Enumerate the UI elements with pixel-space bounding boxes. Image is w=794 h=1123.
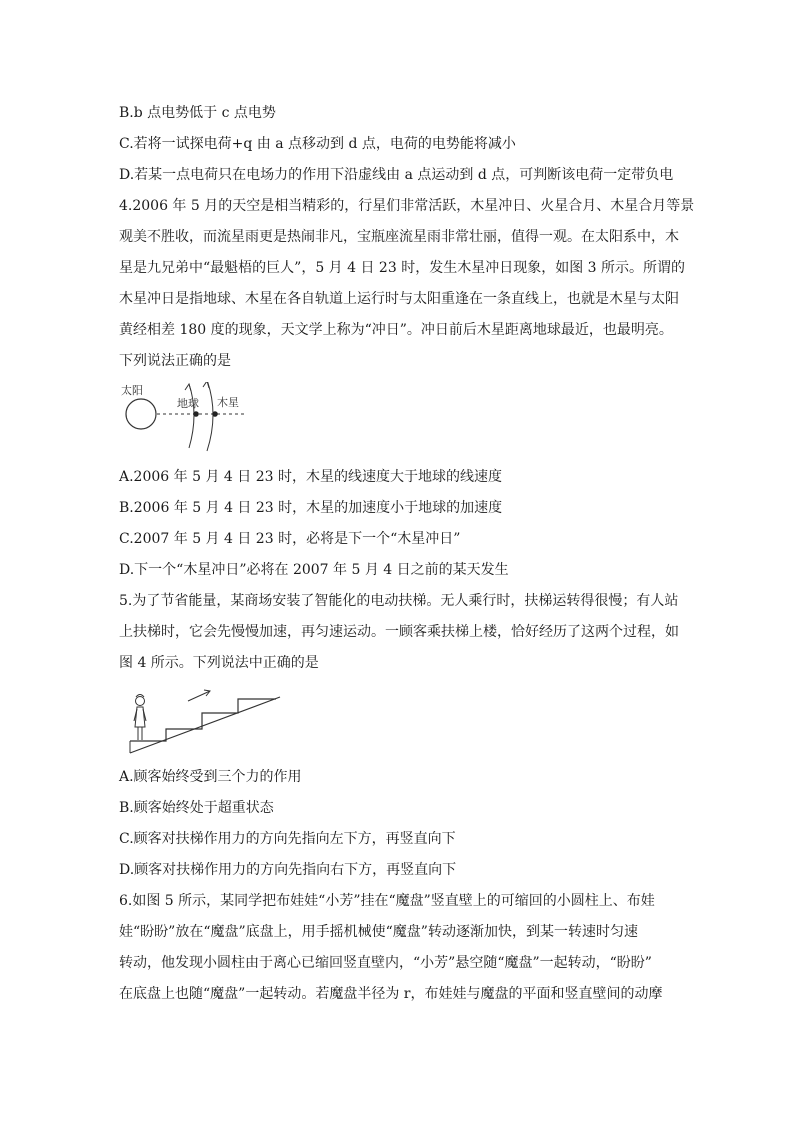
q5-option-c: C.顾客对扶梯作用力的方向先指向左下方，再竖直向下 <box>119 831 456 847</box>
jupiter-dot <box>212 411 218 417</box>
option-d-prev: D.若某一点电荷只在电场力的作用下沿虚线由 a 点运动到 d 点，可判断该电荷一定带负电 <box>119 167 674 183</box>
jupiter-orbit <box>207 382 213 451</box>
q6-stem-line: 娃“盼盼”放在“魔盘”底盘上，用手摇机械使“魔盘”转动逐渐加快，到某一转速时匀速 <box>119 924 638 940</box>
escalator-figure <box>126 683 284 755</box>
q4-stem-line: 星是九兄弟中“最魁梧的巨人”，5 月 4 日 23 时，发生木星冲日现象，如图 3 所示。所谓的 <box>119 260 685 276</box>
q4-stem-line: 黄经相差 180 度的现象，天文学上称为“冲日”。冲日前后木星距离地球最近，也最明亮。 <box>119 322 673 338</box>
q4-stem-line: 木星冲日是指地球、木星在各自轨道上运行时与太阳重逢在一条直线上，也就是木星与太阳 <box>119 291 679 307</box>
q4-stem-line: 下列说法正确的是 <box>119 353 231 369</box>
q4-option-c: C.2007 年 5 月 4 日 23 时，必将是下一个“木星冲日” <box>119 531 461 547</box>
jupiter-opposition-figure <box>119 382 249 454</box>
option-c-prev: C.若将一试探电荷+q 由 a 点移动到 d 点，电荷的电势能将减小 <box>119 136 516 152</box>
q4-option-d: D.下一个“木星冲日”必将在 2007 年 5 月 4 日之前的某天发生 <box>119 562 509 578</box>
q4-option-a: A.2006 年 5 月 4 日 23 时，木星的线速度大于地球的线速度 <box>119 469 502 485</box>
q6-stem-line: 转动，他发现小圆柱由于离心已缩回竖直壁内，“小芳”悬空随“魔盘”一起转动，“盼盼” <box>119 955 652 971</box>
earth-orbit <box>189 384 194 448</box>
q5-stem-line: 图 4 所示。下列说法中正确的是 <box>119 655 319 671</box>
q6-stem-line: 在底盘上也随“魔盘”一起转动。若魔盘半径为 r，布娃娃与魔盘的平面和竖直壁间的动摩 <box>119 986 663 1002</box>
q5-stem-line: 上扶梯时，它会先慢慢加速，再匀速运动。一顾客乘扶梯上楼，恰好经历了这两个过程，如 <box>119 624 679 640</box>
q5-option-a: A.顾客始终受到三个力的作用 <box>119 769 302 785</box>
q6-stem-line: 6.如图 5 所示，某同学把布娃娃“小芳”挂在“魔盘”竖直壁上的可缩回的小圆柱上、布娃 <box>119 893 655 909</box>
customer-figure <box>134 695 146 741</box>
q4-stem-line: 观美不胜收，而流星雨更是热闹非凡，宝瓶座流星雨非常壮丽，值得一观。在太阳系中，木 <box>119 229 679 245</box>
sun-circle <box>126 399 156 429</box>
q4-option-b: B.2006 年 5 月 4 日 23 时，木星的加速度小于地球的加速度 <box>119 500 503 516</box>
q5-stem-line: 5.为了节省能量，某商场安装了智能化的电动扶梯。无人乘行时，扶梯运转得很慢；有人站 <box>119 593 679 609</box>
sun-label: 太阳 <box>121 384 143 397</box>
q5-option-d: D.顾客对扶梯作用力的方向先指向右下方，再竖直向下 <box>119 862 457 878</box>
jupiter-label: 木星 <box>217 396 239 409</box>
motion-arrow-line <box>188 691 210 701</box>
q4-stem-line: 4.2006 年 5 月的天空是相当精彩的，行星们非常活跃，木星冲日、火星合月、木星合月等景 <box>119 198 695 214</box>
earth-label: 地球 <box>177 397 199 410</box>
earth-orbit-arrow <box>185 384 191 391</box>
earth-dot <box>193 411 199 417</box>
escalator-incline <box>130 697 280 753</box>
escalator-steps <box>130 699 276 741</box>
q5-option-b: B.顾客始终处于超重状态 <box>119 800 274 816</box>
option-b-prev: B.b 点电势低于 c 点电势 <box>119 105 276 121</box>
